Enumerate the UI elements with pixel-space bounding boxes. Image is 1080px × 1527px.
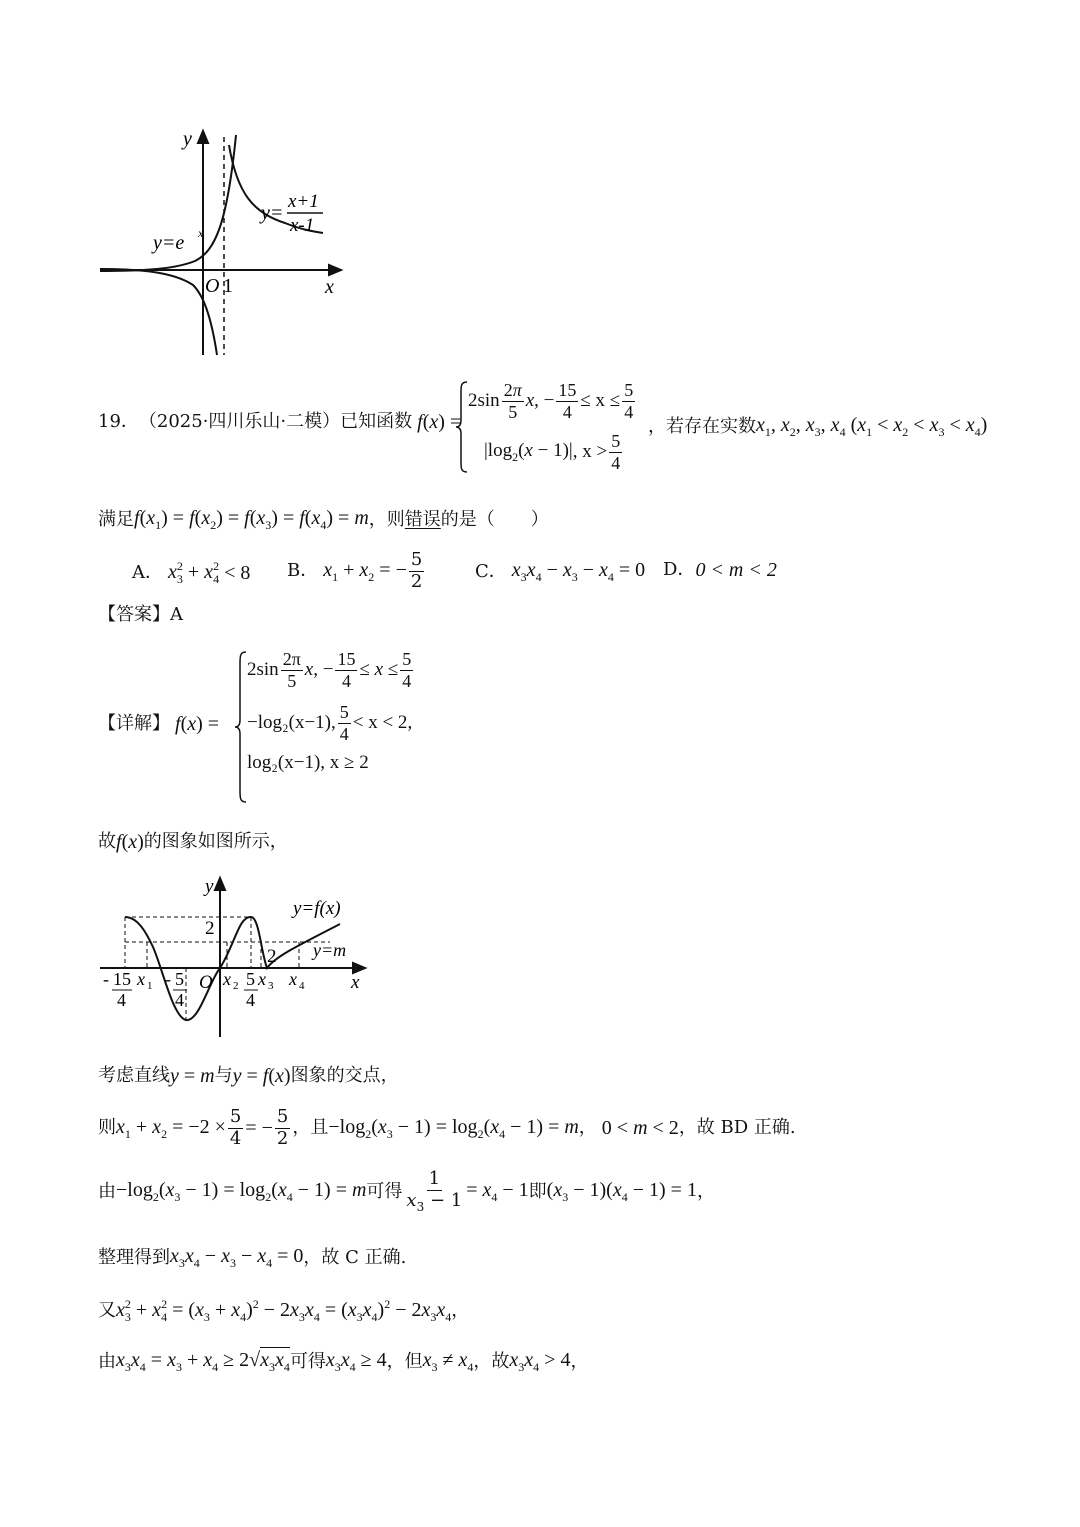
answer-value: A <box>170 604 183 625</box>
x3-label: x <box>258 969 266 989</box>
question-19-line-tail: ，若存在实数 $x_1$, $x_2$, $x_3$, $x_4$ $(x_1 < x_2 < x_3 < x_4)$ <box>648 414 988 439</box>
tick-2-label: 2 <box>205 918 215 939</box>
step-5-a: 又 <box>98 1299 116 1321</box>
step-4-a: 整理得到 <box>98 1246 170 1268</box>
step-2-c: ，故 BD 正确. <box>678 1117 796 1139</box>
x4-label: x <box>289 969 297 989</box>
fx-curve-label: y=f(x) <box>293 898 341 919</box>
step-6-a: 由 <box>98 1350 116 1372</box>
origin-label: O <box>205 275 220 297</box>
y-axis-label: y <box>183 128 192 150</box>
pos5over4-den: 4 <box>246 990 255 1010</box>
ask-underlined-word: 错误 <box>404 508 441 530</box>
step-1-a: 考虑直线 <box>98 1065 170 1086</box>
x1-sub: 1 <box>147 980 153 992</box>
graph-exp-hyperbola <box>95 125 355 360</box>
detail-case2-text: −log₂(x−1), <box>247 712 336 734</box>
graph-fx <box>95 872 375 1040</box>
option-d-text: 0 < m < 2 <box>695 559 777 581</box>
x3-sub: 3 <box>268 980 274 992</box>
detail-case-2: −log₂(x−1), $\frac{5}{4}$ < x < 2 , <box>247 702 413 744</box>
step-6-b: 可得 <box>289 1350 326 1372</box>
m-line-label: y=m <box>313 940 347 960</box>
exp-curve-label: y=e <box>153 232 185 254</box>
graph-intro-prefix: 故 <box>98 831 116 852</box>
detail-case2-tail: < x < 2 <box>352 712 408 734</box>
neg15over4-minus: - <box>103 969 109 989</box>
neg15over4-num: 15 <box>113 969 131 989</box>
option-c: C． $x_3x_4 - x_3 - x_4 = 0$ <box>475 559 646 584</box>
neg15over4-den: 4 <box>117 990 126 1010</box>
step-4: 整理得到 $x_3x_4 - x_3 - x_4 = 0$ ，故 C 正确. <box>98 1245 407 1270</box>
x-axis-arrow <box>329 265 341 275</box>
answer-line <box>98 606 183 624</box>
x-axis-label: x <box>325 276 334 298</box>
step-1-c: 图象的交点， <box>290 1065 399 1086</box>
question-case-1: 2sin $\frac{2\pi}{5}$ x, − $\frac{15}{4}$ ≤ x ≤ $\frac{5}{4}$ <box>468 380 634 422</box>
option-d <box>663 560 777 580</box>
case1-condition: ≤ x ≤ <box>580 390 621 412</box>
question-19-line <box>98 412 461 432</box>
x1-label: x <box>137 969 145 989</box>
fx-expression: f(x) = <box>417 411 462 433</box>
option-b-label: B． <box>287 560 319 582</box>
tick-2b-label: 2 <box>267 946 277 967</box>
tick-1-label: 1 <box>223 275 233 297</box>
x2-label: x <box>223 969 231 989</box>
step-1-b: 与 <box>214 1065 233 1086</box>
option-a-label: A． <box>132 561 163 583</box>
neg5over4-den: 4 <box>175 990 184 1010</box>
step-2-b: ，且 <box>292 1117 329 1139</box>
comma: ， <box>570 1350 589 1372</box>
comma: ， <box>578 1117 597 1139</box>
origin-label: O <box>199 972 213 993</box>
pos5over4-num: 5 <box>246 969 255 989</box>
step-4-b: ，故 C 正确. <box>303 1246 407 1268</box>
detail-line: 【详解】 f(x) = <box>98 713 220 735</box>
answer-label: 【答案】 <box>98 604 170 625</box>
step-6-d: ，故 <box>473 1350 510 1372</box>
x2-sub: 2 <box>233 980 239 992</box>
option-b: B． $x_1 + x_2$ = − $\frac{5}{2}$ <box>287 549 423 592</box>
satisfy-line: 满足 $f(x_1) = f(x_2) = f(x_3) = f(x_4) = m$ ，则 错误 的是（ ） <box>98 507 549 532</box>
x4-sub: 4 <box>299 980 305 992</box>
step-2-a: 则 <box>98 1117 116 1139</box>
graph-intro-suffix: 的图象如图所示， <box>143 831 288 852</box>
step-3: 由 $-\log_2(x_3 - 1) = \log_2(x_4 - 1) = m$ 可得 $\frac{1}{x_3 - 1}$ = $x_4 - 1$ 即 $(x_3 - 1)(x_4 - 1) = 1$ ， <box>98 1168 715 1214</box>
neg5over4-minus: - <box>165 969 171 989</box>
hyperbola-label-prefix: y= <box>261 202 284 224</box>
hyperbola-label-den: x-1 <box>290 215 315 236</box>
detail-case-1: 2sin $\frac{2\pi}{5}$ x, − $\frac{15}{4}$ ≤ x ≤ $\frac{5}{4}$ <box>247 649 412 691</box>
question-case-2: $|\log_2(x - 1)|$ , x > $\frac{5}{4}$ <box>484 431 621 473</box>
step-6: 由 $x_3x_4 = x_3 + x_4 \ge 2√x_3x_4$ 可得 $x_3x_4 \ge 4$ ，但 $x_3 \ne x_4$ ，故 $x_3x_4 > 4$ ， <box>98 1349 589 1374</box>
step-1: 考虑直线 y = m 与 y = f(x) 图象的交点， <box>98 1065 399 1087</box>
step-3-b: 可得 <box>366 1180 403 1202</box>
ask-prefix: ，则 <box>368 508 405 530</box>
hyperbola-label-num: x+1 <box>288 191 319 212</box>
comma: ， <box>696 1180 715 1202</box>
option-c-label: C． <box>475 560 507 582</box>
detail-case1-text: 2sin <box>247 659 279 681</box>
option-d-label: D． <box>663 559 696 580</box>
y-axis-arrow <box>215 878 225 890</box>
piecewise-brace-detail <box>234 650 248 804</box>
comma: ， <box>451 1299 470 1321</box>
case2-condition: , x > <box>572 441 608 463</box>
step-3-c: 即 <box>528 1180 547 1202</box>
condition-tail: ，若存在实数 <box>648 415 756 437</box>
option-a-text: < 8 <box>224 561 251 584</box>
ask-suffix: 的是（ ） <box>440 508 549 530</box>
step-6-c: ，但 <box>386 1350 423 1372</box>
question-number: 19． <box>98 411 139 432</box>
satisfy-lead: 满足 <box>98 508 134 530</box>
question-source: （2025·四川乐山·二模） <box>138 411 341 432</box>
step-3-a: 由 <box>98 1180 116 1202</box>
y-axis-label: y <box>205 876 214 897</box>
question-lead: 已知函数 <box>340 411 413 432</box>
piecewise-brace-question <box>455 380 469 474</box>
step-5: 又 $x_3^2 + x_4^2 = (x_3 + x_4)^2 - 2x_3x_4 = (x_3x_4)^2 - 2x_3x_4$ ， <box>98 1297 470 1324</box>
x-axis-label: x <box>351 972 360 993</box>
detail-case-3 <box>247 752 369 774</box>
curve-hyperbola-left <box>100 269 220 355</box>
step-2: 则 $x_1 + x_2 = -2$ × $\frac{5}{4}$ = − $\frac{5}{2}$ ，且 $-\log_2(x_3 - 1) = \log_2(x_4 - 1) = m$ ， 0 < m < 2 ，故 BD 正确. <box>98 1106 796 1149</box>
detail-label: 【详解】 <box>98 713 170 734</box>
detail-case3-text: log₂(x−1), x ≥ 2 <box>247 752 369 773</box>
option-a: A． $x_3^2 + x_4^2$ < 8 <box>132 559 251 586</box>
y-axis-arrow <box>198 131 208 143</box>
neg5over4-num: 5 <box>175 969 184 989</box>
graph-intro-line: 故 f(x) 的图象如图所示， <box>98 831 288 853</box>
exp-curve-label-sup: x <box>198 226 204 240</box>
